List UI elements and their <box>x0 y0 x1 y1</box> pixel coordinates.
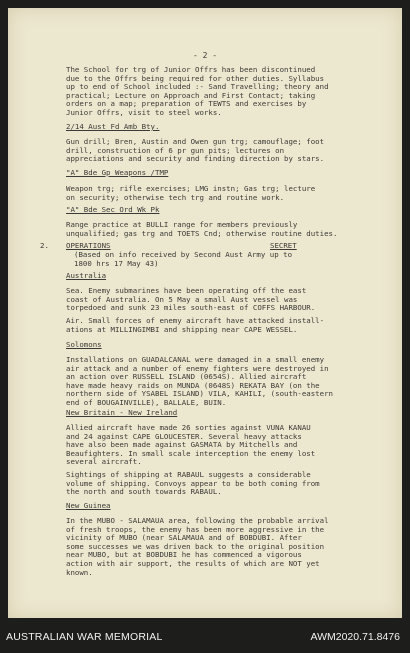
text-line: ations at MILLINGIMBI and shipping near CAPE WESSEL. <box>66 325 298 334</box>
text-line: Junior Offrs, visit to steel works. <box>66 108 222 117</box>
classification-label: SECRET <box>270 241 297 250</box>
text-line: coast of Australia. On 5 May a small Aust vessel was <box>66 295 298 304</box>
text-line: Gun drill; Bren, Austin and Owen gun trg; camouflage; foot <box>66 138 325 146</box>
text-line: Weapon trg; rifle exercises; LMG instn; Gas trg; lecture <box>66 185 316 193</box>
text-line: have made heavy raids on MUNDA (0648S) REKATA BAY (on the <box>66 381 320 390</box>
text-line: 1800 hrs 17 May 43) <box>74 259 159 268</box>
subsection-heading: Australia <box>66 271 107 280</box>
text-line: vicinity of MUBO (near SALAMAUA and of BOBDUBI. After <box>66 534 302 543</box>
text-line: northern side of YSABEL ISLAND) VILA, KAHILI, (south-eastern <box>66 390 333 399</box>
text-line: action with air support, the results of which are NOT yet <box>66 559 320 568</box>
text-line: due to the Offrs being required for other duties. Syllabus <box>66 74 325 83</box>
intro-paragraph <box>66 66 388 118</box>
section-paragraph <box>66 185 388 202</box>
subsection-heading: Solomons <box>66 340 102 349</box>
subsection-heading: New Guinea <box>66 501 111 510</box>
subsection-paragraph <box>66 471 388 497</box>
text-line: practical; Lecture on Approach and First Contact; taking <box>66 91 316 100</box>
subsection-paragraph <box>66 517 388 577</box>
section-number: 2. <box>40 241 49 250</box>
text-line: volume of shipping. Convoys appear to be both coming from <box>66 479 320 488</box>
text-line: drill, construction of 6 pr gun pits; lectures on <box>66 146 285 155</box>
text-line: (Based on info received by Second Aust Army up to <box>74 251 293 259</box>
text-line: have also been made against GASMATA by Mitchells and <box>66 441 298 450</box>
text-line: Sea. Enemy submarines have been operating off the east <box>66 287 307 295</box>
text-line: of fresh troops, the enemy has been more aggressive in the <box>66 525 325 534</box>
operations-note <box>74 251 388 268</box>
text-line: unqualified; gas trg and TOETS Cnd; otherwise routine duties. <box>66 229 338 238</box>
text-line: on security; otherwise tech trg and routine work. <box>66 193 285 202</box>
text-line: torpedoed and sunk 23 miles south-east of COFFS HARBOUR. <box>66 304 316 313</box>
text-line: Beaufighters. In small scale interception the enemy lost <box>66 449 316 458</box>
subsection-paragraph <box>66 424 388 467</box>
text-line: an action over RUSSELL ISLAND (0654S). Allied aircraft <box>66 373 307 382</box>
text-line: known. <box>66 568 93 577</box>
section-heading: "A" Bde Gp Weapons /TMP <box>66 168 169 177</box>
section-paragraph <box>66 221 388 238</box>
text-line: the north and south towards RABAUL. <box>66 488 222 497</box>
text-line: up to end of School included :- Sand Travelling; theory and <box>66 83 329 92</box>
subsection-paragraph <box>66 287 388 313</box>
text-line: some successes we was driven back to the original position <box>66 542 325 551</box>
section-heading: "A" Bde Sec Ord Wk Pk <box>66 205 160 214</box>
text-line: Installations on GUADALCANAL were damaged in a small enemy <box>66 356 325 364</box>
archive-footer <box>0 618 410 653</box>
section-paragraph <box>66 138 388 164</box>
section-heading: 2/14 Aust Fd Amb Bty. <box>66 122 160 131</box>
text-line: near MUBO, but at BOBDUBI he has commenced a vigorous <box>66 551 302 560</box>
text-line: and 24 against CAPE GLOUCESTER. Several heavy attacks <box>66 432 302 441</box>
text-line: Range practice at BULLI range for members previously <box>66 221 298 229</box>
text-line: The School for trg of Junior Offrs has been discontinued <box>66 66 316 74</box>
document-page <box>8 8 402 618</box>
text-line: appreciations and security and finding direction by stars. <box>66 155 325 164</box>
text-line: In the MUBO - SALAMAUA area, following the probable arrival <box>66 517 329 525</box>
text-line: Air. Small forces of enemy aircraft have attacked install- <box>66 317 325 325</box>
subsection-paragraph <box>66 317 388 334</box>
operations-heading: OPERATIONS <box>66 241 111 250</box>
text-line: several aircraft. <box>66 458 142 467</box>
text-line: Sightings of shipping at RABAUL suggests a considerable <box>66 471 311 479</box>
footer-catalog-id: AWM2020.71.8476 <box>310 631 400 643</box>
text-line: end of BOUGAINVILLE), BALLALE, BUIN. <box>66 398 227 407</box>
page-number: - 2 - <box>192 51 218 60</box>
text-line: orders on a map; preparation of TEWTS and exercises by <box>66 100 307 109</box>
text-line: Allied aircraft have made 26 sorties against VUNA KANAU <box>66 424 311 432</box>
subsection-heading: New Britain - New Ireland <box>66 408 178 417</box>
footer-institution: AUSTRALIAN WAR MEMORIAL <box>6 631 163 643</box>
subsection-paragraph <box>66 356 388 408</box>
text-line: air attack and a number of enemy fighters were destroyed in <box>66 364 329 373</box>
